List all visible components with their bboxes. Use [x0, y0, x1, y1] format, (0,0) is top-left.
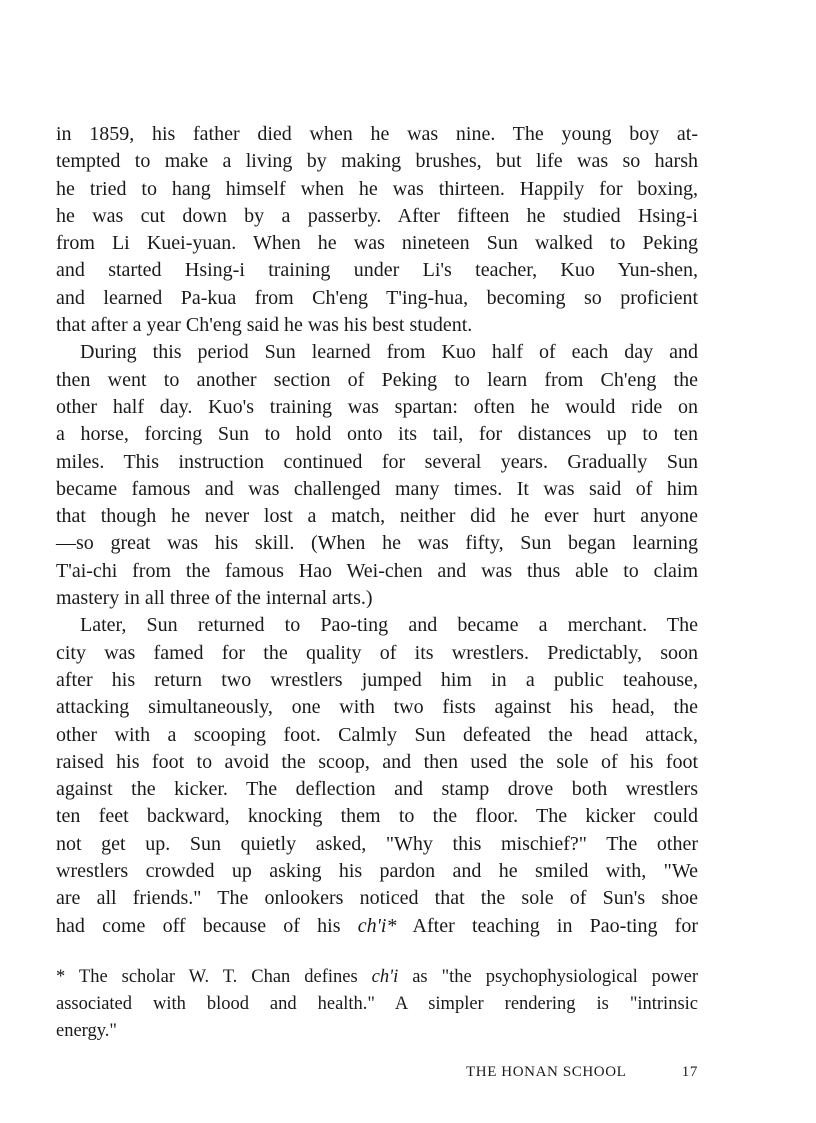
text-line: a horse, forcing Sun to hold onto its tail, for distances up to ten — [56, 423, 698, 446]
text-line: then went to another section of Peking to learn from Ch'eng the — [56, 368, 698, 391]
text-line: mastery in all three of the internal arts.) — [56, 587, 373, 610]
running-title: THE HONAN SCHOOL — [466, 1064, 627, 1080]
paragraph-2 — [56, 339, 698, 612]
footnote — [56, 964, 698, 1045]
text-line: and started Hsing-i training under Li's teacher, Kuo Yun-shen, — [56, 259, 698, 282]
text-line: from Li Kuei-yuan. When he was nineteen Sun walked to Peking — [56, 232, 698, 255]
text-line: city was famed for the quality of its wrestlers. Predictably, soon — [56, 641, 698, 664]
italic-term: ch'i* — [357, 914, 397, 937]
text-line: wrestlers crowded up asking his pardon and he smiled with, "We — [56, 860, 698, 883]
text-fragment: had come off because of his — [56, 914, 358, 937]
page-number: 17 — [681, 1064, 698, 1080]
text-fragment: * The scholar W. T. Chan defines — [56, 967, 372, 987]
paragraph-3 — [56, 612, 698, 940]
text-line: after his return two wrestlers jumped him in a public teahouse, — [56, 668, 698, 691]
text-line: raised his foot to avoid the scoop, and then used the sole of his foot — [56, 750, 698, 773]
text-line: miles. This instruction continued for several years. Gradually Sun — [56, 450, 698, 473]
text-line: are all friends." The onlookers noticed that the sole of Sun's shoe — [56, 887, 698, 910]
text-line: attacking simultaneously, one with two fists against his head, the — [56, 696, 698, 719]
footnote-line: energy." — [56, 1021, 117, 1041]
text-line: became famous and was challenged many times. It was said of him — [56, 477, 698, 500]
text-line: —so great was his skill. (When he was fifty, Sun began learning — [56, 532, 698, 555]
text-line: that though he never lost a match, neither did he ever hurt anyone — [56, 505, 698, 528]
text-fragment: After teaching in Pao-ting for — [396, 914, 698, 937]
footnote-line — [56, 964, 698, 991]
text-line: he tried to hang himself when he was thirteen. Happily for boxing, — [56, 177, 698, 200]
text-line-with-term — [56, 913, 698, 940]
paragraph-1 — [56, 121, 698, 339]
text-line: and learned Pa-kua from Ch'eng T'ing-hua, becoming so proficient — [56, 286, 698, 309]
body-text — [56, 121, 698, 940]
text-line: other with a scooping foot. Calmly Sun defeated the head attack, — [56, 723, 698, 746]
text-line: he was cut down by a passerby. After fifteen he studied Hsing-i — [56, 204, 698, 227]
text-line: against the kicker. The deflection and stamp drove both wrestlers — [56, 778, 698, 801]
text-line: other half day. Kuo's training was spartan: often he would ride on — [56, 395, 698, 418]
text-line: T'ai-chi from the famous Hao Wei-chen and was thus able to claim — [56, 559, 698, 582]
text-line: in 1859, his father died when he was nine. The young boy at- — [56, 123, 698, 145]
text-line: Later, Sun returned to Pao-ting and became a merchant. The — [80, 614, 698, 637]
text-line: tempted to make a living by making brushes, but life was so harsh — [56, 150, 698, 173]
italic-term: ch'i — [371, 967, 399, 987]
text-line: that after a year Ch'eng said he was his best student. — [56, 314, 473, 337]
text-fragment: as "the psychophysiological power — [398, 967, 698, 987]
footnote-line: associated with blood and health." A simpler rendering is "intrinsic — [56, 994, 698, 1014]
text-line: ten feet backward, knocking them to the floor. The kicker could — [56, 805, 698, 828]
text-line: During this period Sun learned from Kuo half of each day and — [80, 341, 698, 364]
running-footer — [466, 1064, 698, 1081]
text-line: not get up. Sun quietly asked, "Why this mischief?" The other — [56, 832, 698, 855]
